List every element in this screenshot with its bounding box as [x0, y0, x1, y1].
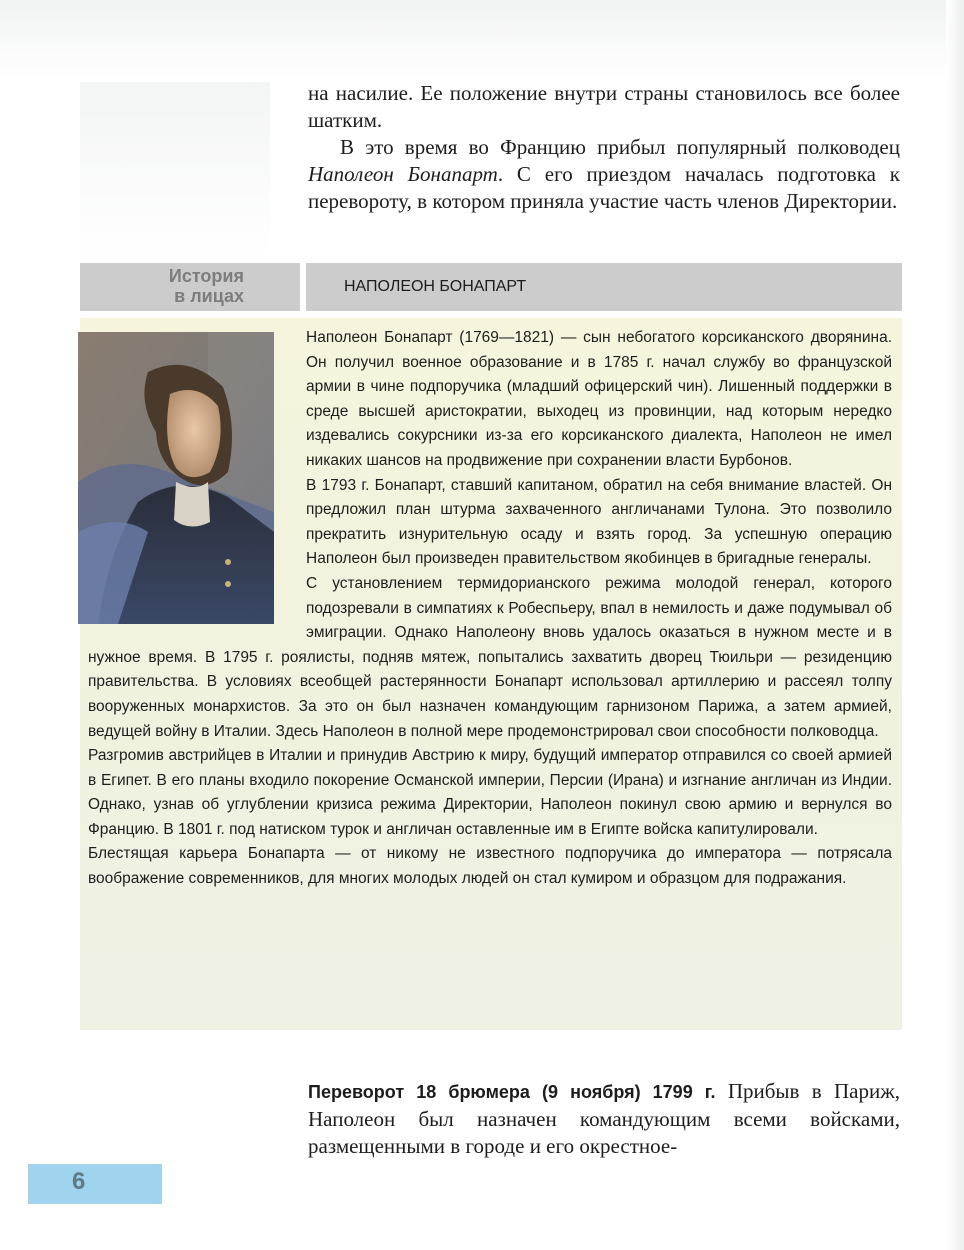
rubric-label	[80, 263, 300, 311]
rubric-label-line-1: История	[168, 266, 244, 286]
page-shade	[0, 0, 964, 80]
sidebar-paragraph: С установлением термидорианского режима молодой генерал, которого подозревали в симпатиях к Робеспьеру, впал в немилость и даже подумывал об эмиграции. Однако Наполеону вновь удалось оказаться в нужном месте и в нужное время. В 1795 г. роялисты, подняв мятеж, попытались захватить дворец Тюильри — резиденцию правительства. В условиях всеобщей растерянности Бонапарт использовал артиллерию и рассеял толпу вооруженных монархистов. За это он был назначен командующим гарнизоном Парижа, а затем армией, ведущей войну в Италии. Здесь Наполеон в полной мере продемонстрировал свои способности полководца.	[88, 574, 892, 740]
page-number: 6	[72, 1168, 86, 1195]
section-paragraph	[308, 1078, 900, 1160]
sidebar-text	[88, 326, 892, 892]
intro-paragraph-2-end: . С его приездом началась подготовка к перевороту, в котором приняла участие часть членов Директории.	[308, 162, 900, 213]
sidebar-paragraph: Блестящая карьера Бонапарта — от никому не известного подпоручика до императора — потрясала воображение современников, для многих молодых людей он стал кумиром и образцом для подражания.	[88, 845, 892, 888]
page-edge-shade	[946, 0, 964, 1250]
sidebar-paragraph: В 1793 г. Бонапарт, ставший капитаном, обратил на себя внимание властей. Он предложил план штурма захваченного англичанами Тулона. Это позволило прекратить изнурительную осаду и взять город. За успешную операцию Наполеон был произведен правительством якобинцев в бригадные генералы.	[306, 476, 892, 568]
sidebar-paragraph: Наполеон Бонапарт (1769—1821) — сын небогатого корсиканского дворянина. Он получил военное образование и в 1785 г. начал службу во французской армии в чине подпоручика (младший офицерский чин). Лишенный поддержки в среде высшей аристократии, выходец из провинции, над которым нередко издевались сокурсники из-за его корсиканского диалекта, Наполеон не имел никаких шансов на продвижение при сохранении власти Бурбонов.	[306, 329, 892, 469]
page-number-bar	[28, 1164, 162, 1204]
intro-paragraph-2	[308, 134, 900, 215]
section-text: Прибыв в Париж, Наполеон был назначен командующим всеми войсками, размещенными в городе и его окрестное-	[308, 1079, 900, 1158]
portrait-spacer	[88, 326, 306, 634]
intro-text	[308, 80, 900, 215]
intro-paragraph-2-start: В это время во Францию прибыл популярный полководец	[340, 135, 900, 159]
intro-paragraph-1: на насилие. Ее положение внутри страны становилось все более шатким.	[308, 81, 900, 132]
napoleon-name: Наполеон Бонапарт	[308, 162, 498, 186]
section-heading: Переворот 18 брюмера (9 ноября) 1799 г.	[308, 1082, 716, 1102]
rubric-label-line-2: в лицах	[174, 286, 244, 306]
sidebar-paragraph: Разгромив австрийцев в Италии и принудив Австрию к миру, будущий император отправился со своей армией в Египет. В его планы входило покорение Османской империи, Персии (Ирана) и изгнание англичан из Индии. Однако, узнав об углублении кризиса режима Директории, Наполеон покинул свою армию и вернулся во Францию. В 1801 г. под натиском турок и англичан оставленные им в Египте войска капитулировали.	[88, 747, 892, 838]
sidebar-title: НАПОЛЕОН БОНАПАРТ	[306, 263, 902, 311]
margin-band	[80, 82, 270, 260]
